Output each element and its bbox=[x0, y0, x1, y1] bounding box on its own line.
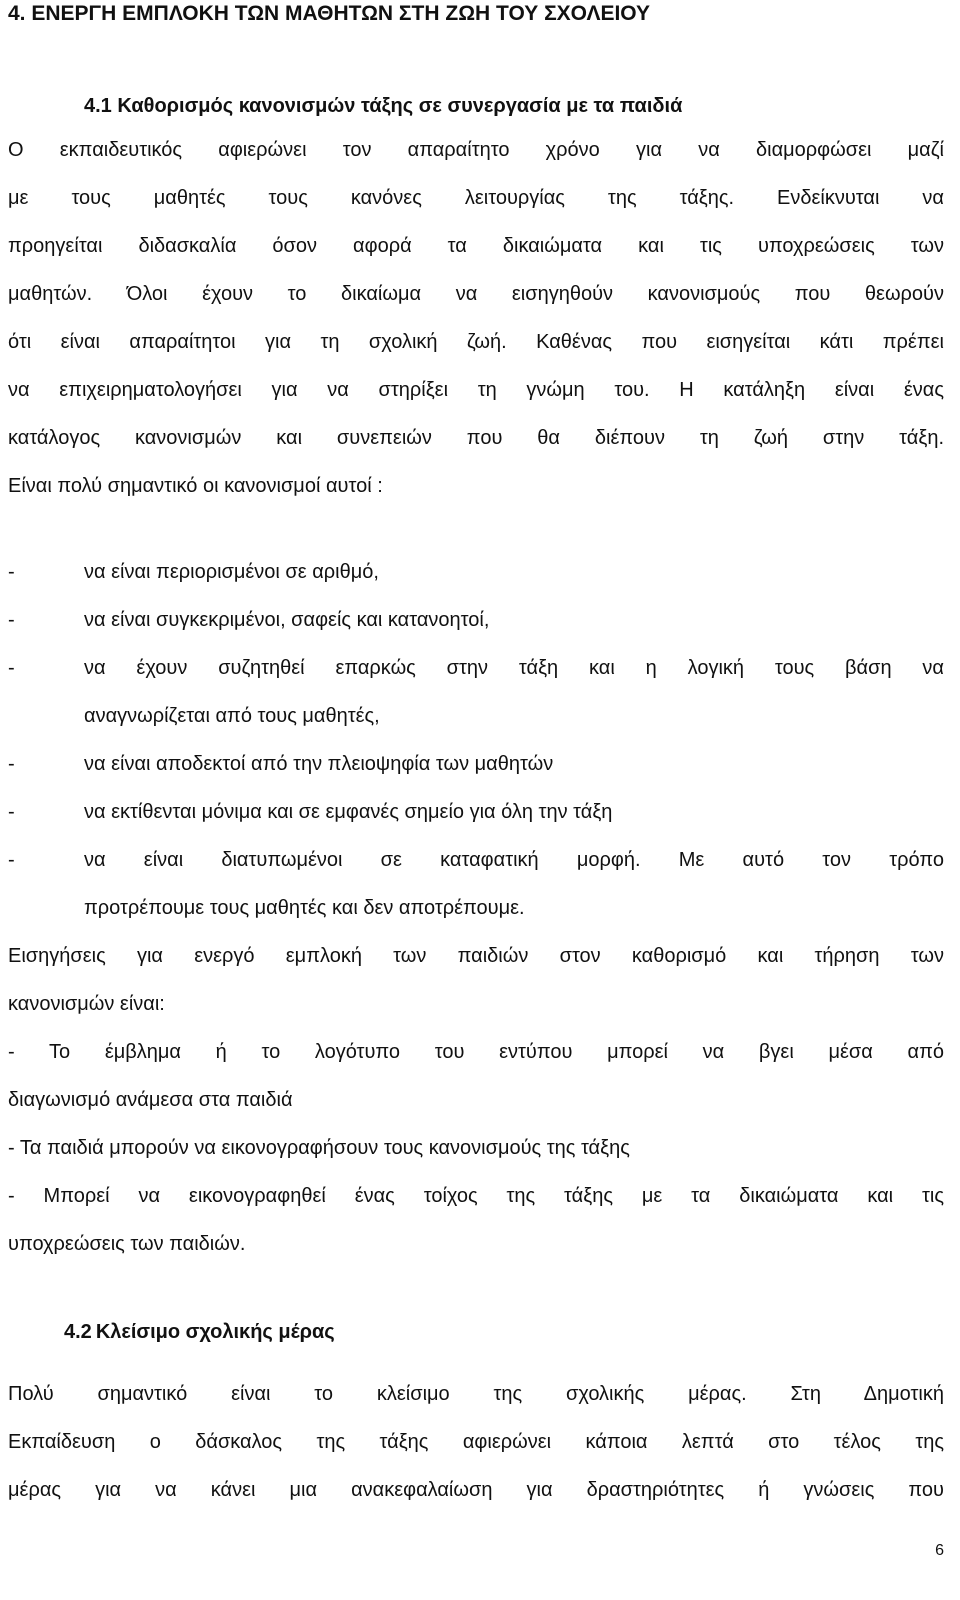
list-item-text: να είναι περιορισμένοι σε αριθμό, bbox=[84, 561, 379, 583]
list-item-text: να έχουν συζητηθεί επαρκώς στην τάξη και η λογική τους βάση να bbox=[84, 657, 944, 679]
list-dash: - bbox=[8, 801, 15, 823]
list-item bbox=[8, 608, 944, 632]
section-4-1-title: 4.1 Καθορισμός κανονισμών τάξης σε συνεργασία με τα παιδιά bbox=[84, 95, 683, 117]
list-item-text: να είναι διατυπωμένοι σε καταφατική μορφή. Με αυτό τον τρόπο bbox=[84, 849, 944, 871]
paragraph-line: μαθητών. Όλοι έχουν το δικαίωμα να εισηγηθούν κανονισμούς που θεωρούν bbox=[8, 283, 944, 305]
list-item-text: αναγνωρίζεται από τους μαθητές, bbox=[84, 705, 380, 727]
paragraph-line: Πολύ σημαντικό είναι το κλείσιμο της σχολικής μέρας. Στη Δημοτική bbox=[8, 1383, 944, 1405]
page-number: 6 bbox=[935, 1542, 944, 1559]
paragraph-line: - Το έμβλημα ή το λογότυπο του εντύπου μπορεί να βγει μέσα από bbox=[8, 1041, 944, 1063]
list-dash: - bbox=[8, 561, 15, 583]
paragraph-line: κανονισμών είναι: bbox=[8, 993, 165, 1015]
list-item bbox=[8, 656, 944, 728]
list-dash: - bbox=[8, 657, 15, 679]
section-number: 4.2 bbox=[64, 1321, 92, 1343]
list-item-text: να εκτίθενται μόνιμα και σε εμφανές σημείο για όλη την τάξη bbox=[84, 801, 613, 823]
paragraph-line: υποχρεώσεις των παιδιών. bbox=[8, 1233, 246, 1255]
section-4-2-heading bbox=[64, 1320, 335, 1344]
list-dash: - bbox=[8, 609, 15, 631]
list-item-text: να είναι αποδεκτοί από την πλειοψηφία των μαθητών bbox=[84, 753, 554, 775]
list-item bbox=[8, 560, 944, 584]
list-item bbox=[8, 800, 944, 824]
list-dash: - bbox=[8, 753, 15, 775]
paragraph-line: Είναι πολύ σημαντικό οι κανονισμοί αυτοί : bbox=[8, 475, 383, 497]
list-item-text: να είναι συγκεκριμένοι, σαφείς και κατανοητοί, bbox=[84, 609, 490, 631]
paragraph-line: μέρας για να κάνει μια ανακεφαλαίωση για δραστηριότητες ή γνώσεις που bbox=[8, 1479, 944, 1501]
document-page bbox=[8, 0, 944, 1600]
list-item-text: προτρέπουμε τους μαθητές και δεν αποτρέπουμε. bbox=[84, 897, 525, 919]
paragraph-line: διαγωνισμό ανάμεσα στα παιδιά bbox=[8, 1089, 293, 1111]
paragraph-line: με τους μαθητές τους κανόνες λειτουργίας της τάξης. Ενδείκνυται να bbox=[8, 187, 944, 209]
paragraph-line: - Τα παιδιά μπορούν να εικονογραφήσουν τους κανονισμούς της τάξης bbox=[8, 1137, 630, 1159]
paragraph-line: κατάλογος κανονισμών και συνεπειών που θα διέπουν τη ζωή στην τάξη. bbox=[8, 427, 944, 449]
list-item bbox=[8, 752, 944, 776]
list-dash: - bbox=[8, 849, 15, 871]
section-4-2-title: Κλείσιμο σχολικής μέρας bbox=[95, 1321, 335, 1343]
paragraph-line: να επιχειρηματολογήσει για να στηρίξει τη γνώμη του. Η κατάληξη είναι ένας bbox=[8, 379, 944, 401]
list-item bbox=[8, 848, 944, 920]
paragraph-line: Εισηγήσεις για ενεργό εμπλοκή των παιδιών στον καθορισμό και τήρηση των bbox=[8, 945, 944, 967]
paragraph-line: Εκπαίδευση ο δάσκαλος της τάξης αφιερώνει κάποια λεπτά στο τέλος της bbox=[8, 1431, 944, 1453]
paragraph-line: προηγείται διδασκαλία όσον αφορά τα δικαιώματα και τις υποχρεώσεις των bbox=[8, 235, 944, 257]
paragraph-line: Ο εκπαιδευτικός αφιερώνει τον απαραίτητο χρόνο για να διαμορφώσει μαζί bbox=[8, 139, 944, 161]
paragraph-line: ότι είναι απαραίτητοι για τη σχολική ζωή. Καθένας που εισηγείται κάτι πρέπει bbox=[8, 331, 944, 353]
paragraph-line: - Μπορεί να εικονογραφηθεί ένας τοίχος της τάξης με τα δικαιώματα και τις bbox=[8, 1185, 944, 1207]
chapter-heading: 4. ΕΝΕΡΓΗ ΕΜΠΛΟΚΗ ΤΩΝ ΜΑΘΗΤΩΝ ΣΤΗ ΖΩΗ ΤΟΥ ΣΧΟΛΕΙΟΥ bbox=[8, 2, 651, 25]
